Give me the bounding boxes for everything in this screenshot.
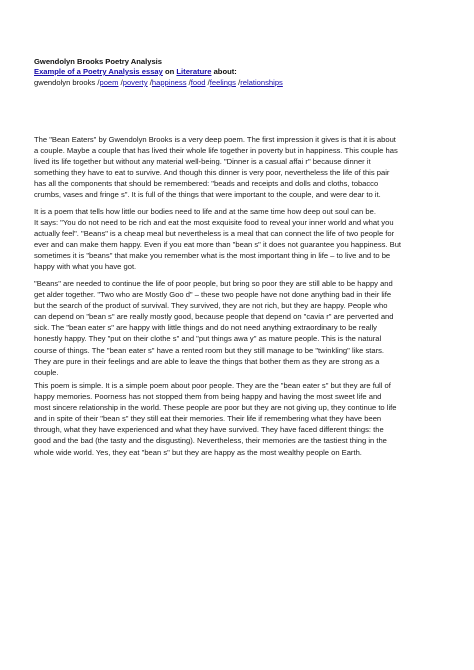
document-subtitle xyxy=(34,67,237,76)
tag-lead-text: gwendolyn brooks xyxy=(34,78,96,87)
tag-separator: / xyxy=(149,78,152,87)
essay-type-link[interactable]: Example of a Poetry Analysis essay xyxy=(34,67,163,76)
tag-separator: / xyxy=(120,78,123,87)
text-line: ever and can make them happy. Even if you eat more than "bean s" it does not guarantee you happiness. But xyxy=(34,240,402,250)
tag-link-feelings[interactable]: feelings xyxy=(209,78,236,87)
paragraph xyxy=(34,278,454,378)
text-line: crumbs, vases and fringe s". It is full of the things that were important to the couple, and were dear to it. xyxy=(34,190,381,200)
text-line: sick. The "bean eater s" are happy with little things and do not need anything extraordinary to be really xyxy=(34,323,377,333)
text-line: a couple. Maybe a couple that has lived their whole life together in poverty but in happiness. This couple has xyxy=(34,146,398,156)
text-line: "Beans" are needed to continue the life of poor people, but bring so poor they are still able to be happy and xyxy=(34,279,393,288)
text-line: happy memories. Poorness has not stopped them from being happy and having the most sweet life and xyxy=(34,392,382,402)
subtitle-on-text: on xyxy=(165,67,175,76)
text-line: course of things. The "bean eater s" have a rented room but they still manage to be "twinkling" like stars. xyxy=(34,345,385,355)
text-line: happy with what you have got. xyxy=(34,262,137,272)
paragraph xyxy=(34,380,454,458)
text-line: It says: "You do not need to be rich and eat the most exquisite food to reveal your inner world and what you xyxy=(34,218,394,228)
text-line: The "Bean Eaters" by Gwendolyn Brooks is a very deep poem. The first impression it gives is that it is about xyxy=(34,135,396,144)
text-line: has all the components that should be remembered: "beads and receipts and dolls and cloths, tobacco xyxy=(34,179,379,189)
text-line: lived its life together but without any material well-being. "Dinner is a casual affai r" because dinner it xyxy=(34,157,371,167)
subtitle-about-text: about: xyxy=(213,67,237,76)
text-line: most sincere relationship in the world. These people are poor but they are not giving up, they continue to life xyxy=(34,403,397,413)
text-line: honestly happy. They "put on their clothe s" and "put things awa y" as mature people. This is the natural xyxy=(34,334,382,344)
tag-link-food[interactable]: food xyxy=(190,78,206,87)
paragraph xyxy=(34,206,454,273)
text-line: whole wide world. Yes, they eat "bean s" but they are happy as the most wealthy people on Earth. xyxy=(34,447,362,457)
text-line: It is a poem that tells how little our bodies need to life and at the same time how deep out soul can be. xyxy=(34,207,376,216)
tag-link-poem[interactable]: poem xyxy=(99,78,119,87)
text-line: This poem is simple. It is a simple poem about poor people. They are the "bean eater s" but they are full of xyxy=(34,381,391,390)
text-line: but the search of the product of survival. They survived, they are not rich, but they are happy. People who xyxy=(34,301,388,311)
tag-list xyxy=(34,78,283,87)
text-line: good and the bad (the tasty and the disgusting). Nevertheless, their memories are the tastiest thing in the xyxy=(34,436,387,446)
text-line: through, what they have experienced and what they have survived. They have faced different things: the xyxy=(34,425,384,435)
paragraph xyxy=(34,134,454,201)
text-line: actually feel". "Beans" is a cheap meal but nevertheless is a meal that can connect the life of two people for xyxy=(34,229,395,239)
text-line: They are pure in their feelings and are able to leave the things that bother them as they are strong as a xyxy=(34,356,380,366)
tag-separator: / xyxy=(207,78,210,87)
tag-link-happiness[interactable]: happiness xyxy=(151,78,187,87)
text-line: and in spite of their "bean s" they still eat their memories. Their life if remembering what they have been xyxy=(34,414,382,424)
text-line: couple. xyxy=(34,367,59,377)
tag-separator: / xyxy=(238,78,241,87)
tag-separator: / xyxy=(188,78,191,87)
tag-link-poverty[interactable]: poverty xyxy=(122,78,148,87)
text-line: get alder together. "Two who are Mostly Goo d" – these two people have not done anything bad in their life xyxy=(34,290,392,300)
tag-separator: / xyxy=(97,78,100,87)
text-line: can depend on "bean s" are really mostly good, because people that depend on "cavia r" are perverted and xyxy=(34,312,394,322)
document-title: Gwendolyn Brooks Poetry Analysis xyxy=(34,57,163,66)
tag-link-relationships[interactable]: relationships xyxy=(240,78,283,87)
text-line: something they have to eat to survive. And though this dinner is very poor, nevertheless the life of this pair xyxy=(34,168,390,178)
category-link[interactable]: Literature xyxy=(176,67,212,76)
text-line: sometimes it is "beans" that make you remember what is the most important thing in life – to live and to be xyxy=(34,251,391,261)
